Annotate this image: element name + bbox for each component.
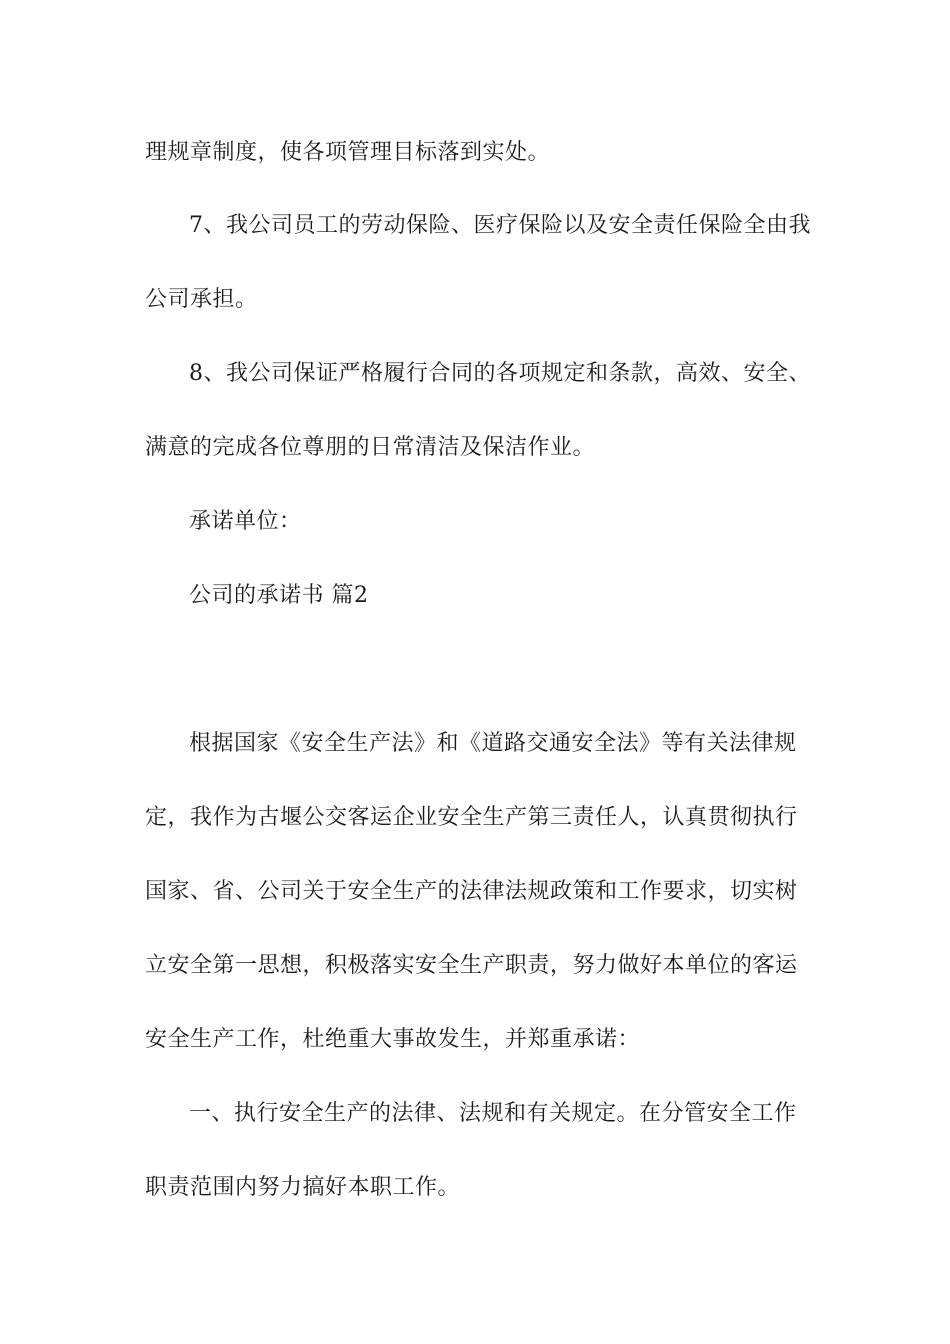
paragraph-line: 公司承担。 bbox=[145, 287, 258, 312]
paragraph-line: 7、我公司员工的劳动保险、医疗保险以及安全责任保险全由我 bbox=[189, 213, 811, 238]
paragraph-line: 满意的完成各位尊朋的日常清洁及保洁作业。 bbox=[145, 435, 596, 460]
paragraph-line: 职责范围内努力搞好本职工作。 bbox=[145, 1175, 461, 1200]
signature-unit-label: 承诺单位： bbox=[189, 509, 302, 534]
paragraph-line: 根据国家《安全生产法》和《道路交通安全法》等有关法律规 bbox=[189, 731, 797, 756]
paragraph-line: 国家、省、公司关于安全生产的法律法规政策和工作要求，切实树 bbox=[145, 879, 798, 904]
paragraph-line: 安全生产工作，杜绝重大事故发生，并郑重承诺： bbox=[145, 1027, 641, 1052]
paragraph-line: 8、我公司保证严格履行合同的各项规定和条款，高效、安全、 bbox=[189, 361, 811, 386]
paragraph-line: 一、执行安全生产的法律、法规和有关规定。在分管安全工作 bbox=[189, 1101, 797, 1126]
paragraph-line: 理规章制度，使各项管理目标落到实处。 bbox=[145, 140, 551, 165]
paragraph-line: 定，我作为古堰公交客运企业安全生产第三责任人，认真贯彻执行 bbox=[145, 805, 798, 830]
paragraph-line: 立安全第一思想，积极落实安全生产职责，努力做好本单位的客运 bbox=[145, 953, 798, 978]
section-heading: 公司的承诺书 篇2 bbox=[189, 583, 369, 608]
